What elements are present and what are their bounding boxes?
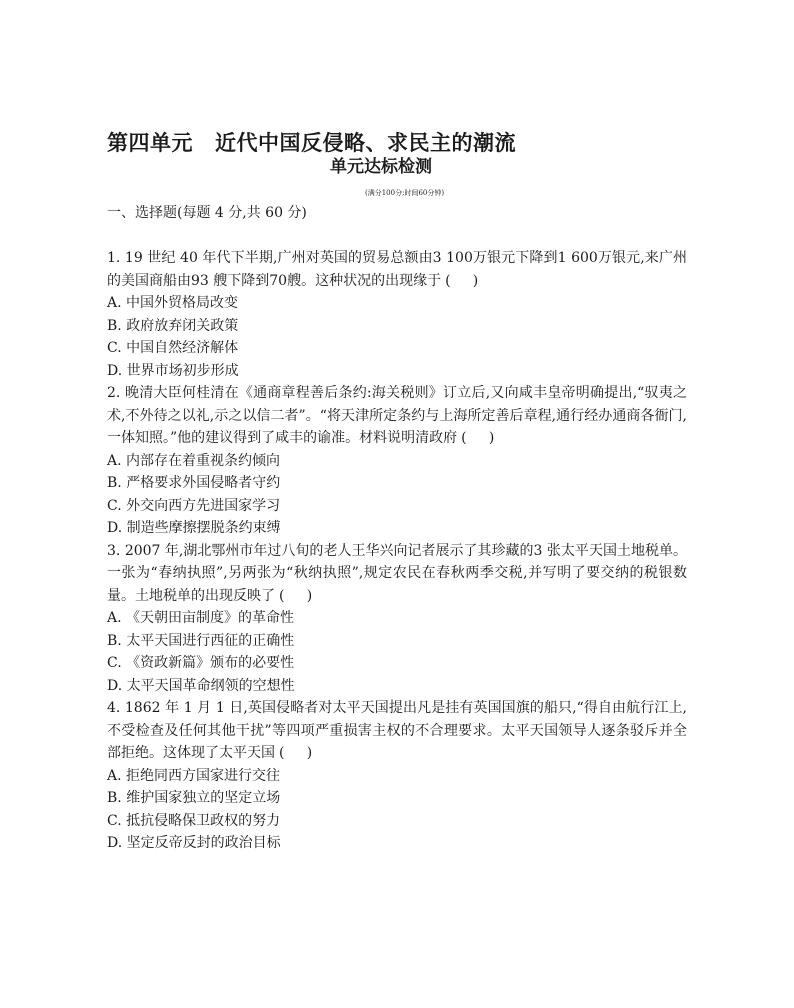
option-b: B. 政府放弃闭关政策 (107, 317, 239, 334)
option-c: C. 《资政新篇》颁布的必要性 (107, 655, 295, 671)
answer-blank: ( ) (461, 430, 495, 446)
option-a: A. 《天朝田亩制度》的革命性 (107, 610, 295, 626)
option-c: C. 外交向西方先进国家学习 (107, 497, 281, 514)
question-2 (107, 382, 687, 540)
question-stem (107, 247, 687, 292)
option-c: C. 中国自然经济解体 (107, 340, 239, 356)
question-1 (107, 247, 687, 382)
question-stem (107, 382, 687, 450)
exam-meta: (满分100分;时间60分钟) (365, 189, 445, 197)
option-a: A. 内部存在着重视条约倾向 (107, 452, 281, 469)
option-a: A. 中国外贸格局改变 (107, 295, 239, 311)
question-4 (107, 697, 687, 855)
option-d: D. 坚定反帝反封的政治目标 (107, 835, 281, 851)
question-list (107, 247, 687, 855)
section-heading: 一、选择题(每题 4 分,共 60 分) (107, 205, 307, 221)
answer-blank: ( ) (279, 587, 313, 604)
option-b: B. 严格要求外国侵略者守约 (107, 475, 281, 491)
unit-name: 近代中国反侵略、求民主的潮流 (215, 130, 516, 155)
option-d: D. 太平天国革命纲领的空想性 (107, 677, 295, 694)
option-b: B. 太平天国进行西征的正确性 (107, 632, 295, 649)
unit-title (107, 127, 516, 157)
option-b: B. 维护国家独立的坚定立场 (107, 790, 281, 806)
question-stem (107, 540, 687, 608)
question-text: 3. 2007 年,湖北鄂州市年过八旬的老人王华兴向记者展示了其珍藏的3 张太平天国土地税单。一张为“春纳执照”,另两张为“秋纳执照”,规定农民在春秋两季交税,并写明了要交纳的税银数量。土地税单的出现反映了 (107, 542, 687, 604)
answer-blank: ( ) (279, 745, 313, 761)
question-text: 2. 晚清大臣何桂清在《通商章程善后条约:海关税则》订立后,又向咸丰皇帝明确提出,“驭夷之术,不外待之以礼,示之以信二者”。“将天津所定条约与上海所定善后章程,通行经办通商各衙门,一体知照。”他的建议得到了咸丰的谕准。材料说明清政府 (107, 385, 687, 446)
option-d: D. 制造些摩擦摆脱条约束缚 (107, 520, 281, 536)
option-a: A. 拒绝同西方国家进行交往 (107, 767, 281, 784)
unit-number: 第四单元 (107, 130, 193, 155)
option-d: D. 世界市场初步形成 (107, 362, 239, 379)
question-3 (107, 540, 687, 698)
question-stem (107, 697, 687, 765)
option-c: C. 抵抗侵略保卫政权的努力 (107, 812, 281, 829)
page-subtitle: 单元达标检测 (330, 157, 432, 177)
answer-blank: ( ) (445, 272, 479, 289)
question-text: 1. 19 世纪 40 年代下半期,广州对英国的贸易总额由3 100万银元下降到1 600万银元,来广州的美国商船由93 艘下降到70艘。这种状况的出现缘于 (107, 250, 687, 289)
question-text: 4. 1862 年 1 月 1 日,英国侵略者对太平天国提出凡是挂有英国国旗的船只,“得自由航行江上,不受检查及任何其他干扰”等四项严重损害主权的不合理要求。太平天国领导人逐条驳斥并全部拒绝。这体现了太平天国 (107, 700, 687, 761)
